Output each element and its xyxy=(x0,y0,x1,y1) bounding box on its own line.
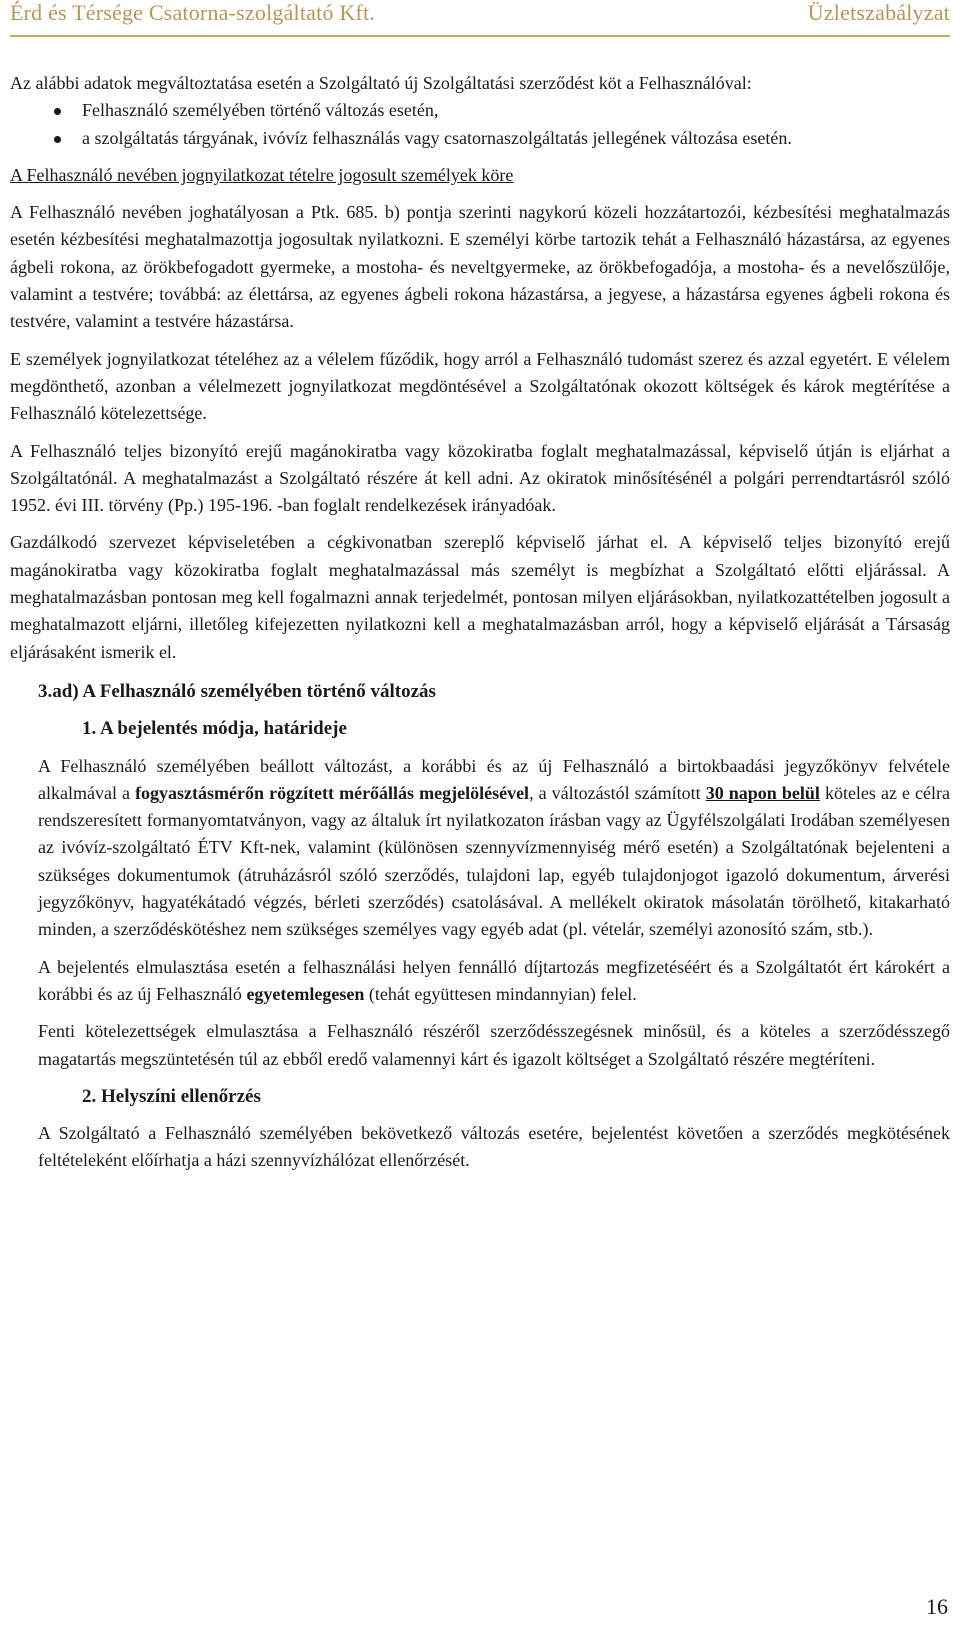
paragraph: A Felhasználó teljes bizonyító erejű magánokiratba vagy közokiratba foglalt meghatalmazással, képviselő útján is eljárhat a Szolgáltatónál. A meghatalmazást a Szolgáltató részére át kell adni. Az okiratok minősítésénél a polgári perrendtartásról szóló 1952. évi III. törvény (Pp.) 195-196. -ban foglalt rendelkezések irányadóak. xyxy=(10,440,950,516)
intro-bullet-list xyxy=(10,97,950,152)
emphasis-text: fogyasztásmérőn rögzített mérőállás megjelölésével xyxy=(135,782,530,803)
text-run: A bejelentés elmulasztása esetén a felhasználási helyen fennálló díjtartozás megfizetéséért és a Szolgáltatót ért károkért a korábbi és az új Felhasználó xyxy=(38,956,950,1004)
text-run: (tehát együttesen mindannyian) felel. xyxy=(364,983,637,1004)
bullet-text: a szolgáltatás tárgyának, ivóvíz felhasználás vagy csatornaszolgáltatás jellegének változása esetén. xyxy=(82,127,792,148)
intro-paragraph: Az alábbi adatok megváltoztatása esetén a Szolgáltató új Szolgáltatási szerződést köt a Felhasználóval: xyxy=(10,73,752,93)
paragraph: E személyek jognyilatkozat tételéhez az a vélelem fűződik, hogy arról a Felhasználó tudomást szerez és azzal egyetért. E vélelem megdönthető, azonban a vélelmezett jognyilatkozat megdöntésével a Szolgáltatónak okozott költségek és károk megtérítése a Felhasználó kötelezettsége. xyxy=(10,348,950,424)
text-run: , a változástól számított xyxy=(529,782,706,803)
page-content xyxy=(10,70,950,1175)
subsection-heading-inspection: 2. Helyszíni ellenőrzés xyxy=(82,1085,261,1107)
page-number: 16 xyxy=(926,1594,948,1619)
deadline-text: 30 napon belül xyxy=(705,782,820,803)
section-title-authorized: A Felhasználó nevében jognyilatkozat tételre jogosult személyek köre xyxy=(10,164,514,185)
bullet-item xyxy=(10,125,950,152)
emphasis-text: egyetemlegesen xyxy=(246,983,365,1004)
paragraph: Fenti kötelezettségek elmulasztása a Felhasználó részéről szerződésszegésnek minősül, és a köteles a szerződésszegő magatartás megszüntetésén túl az ebből eredő valamennyi kárt és igazolt költséget a Szolgáltató részére megtéríteni. xyxy=(38,1021,950,1069)
header-divider xyxy=(10,35,950,37)
paragraph: A Szolgáltató a Felhasználó személyében bekövetkező változás esetére, bejelentést követően a szerződés megkötésének feltételeként előírhatja a házi szennyvízhálózat ellenőrzését. xyxy=(38,1123,950,1171)
header-company: Érd és Térsége Csatorna-szolgáltató Kft. xyxy=(10,0,375,25)
subsection-heading-notification: 1. A bejelentés módja, határideje xyxy=(82,718,347,740)
section-heading-change: 3.ad) A Felhasználó személyében történő változás xyxy=(38,680,436,702)
paragraph xyxy=(10,954,950,1009)
bullet-icon xyxy=(54,108,61,115)
paragraph: Gazdálkodó szervezet képviseletében a cégkivonatban szereplő képviselő járhat el. A képviselő teljes bizonyító erejű magánokiratba vagy közokiratba foglalt meghatalmazással más személyt is megbízhat a Szolgáltató előtti eljárással. A meghatalmazásban pontosan meg kell fogalmazni annak terjedelmét, pontosan milyen eljárásokban, nyilatkozattételben jogosult a meghatalmazott eljárni, illetőleg kifejezetten nyilatkozni kell a meghatalmazásban arról, hogy a képviselő eljárását a Társaság eljárásaként ismerik el. xyxy=(10,532,950,662)
paragraph xyxy=(10,753,950,944)
header-doc-title: Üzletszabályzat xyxy=(807,0,950,25)
text-run: köteles az e célra rendszeresített formanyomtatványon, vagy az általuk írt nyilatkozaton írásban vagy az Ügyfélszolgálati Irodában személyesen az ivóvíz-szolgáltató ÉTV Kft-nek, valamint (különösen szennyvízmennyiség mérő esetén) a Szolgáltatónak bejelenteni a szükséges dokumentumok (átruházásról szóló szerződés, tulajdoni lap, egyéb tulajdonjogot igazoló dokumentum, árverési jegyzőkönyv, hagyatékátadó végzés, bérleti szerződés) csatolásával. A mellékelt okiratok másolatán törölhető, kitakarható minden, a szerződéskötéshez nem szükséges személyes vagy egyéb adat (pl. vételár, személyi azonosító szám, stb.). xyxy=(38,782,951,940)
page-header xyxy=(10,0,950,32)
text-run: A Felhasználó személyében beállott változást, a korábbi és az új Felhasználó a birtokbaadási jegyzőkönyv felvétele alkalmával a xyxy=(38,755,950,803)
bullet-text: Felhasználó személyében történő változás esetén, xyxy=(82,100,439,121)
paragraph: A Felhasználó nevében joghatályosan a Ptk. 685. b) pontja szerinti nagykorú közeli hozzátartozói, kézbesítési meghatalmazás esetén kézbesítési meghatalmazottja jogosultak nyilatkozni. E személyi körbe tartozik tehát a Felhasználó házastársa, az egyenes ágbeli rokona, az örökbefogadott gyermeke, a mostoha- és neveltgyermeke, az örökbefogadója, a mostoha- és a nevelőszülője, valamint a testvére; továbbá: az élettársa, az egyenes ágbeli rokona házastársa, a jegyese, a házastársa egyenes ágbeli rokona és testvére, valamint a testvére házastársa. xyxy=(10,202,950,332)
bullet-item xyxy=(10,97,950,124)
bullet-icon xyxy=(54,136,61,143)
